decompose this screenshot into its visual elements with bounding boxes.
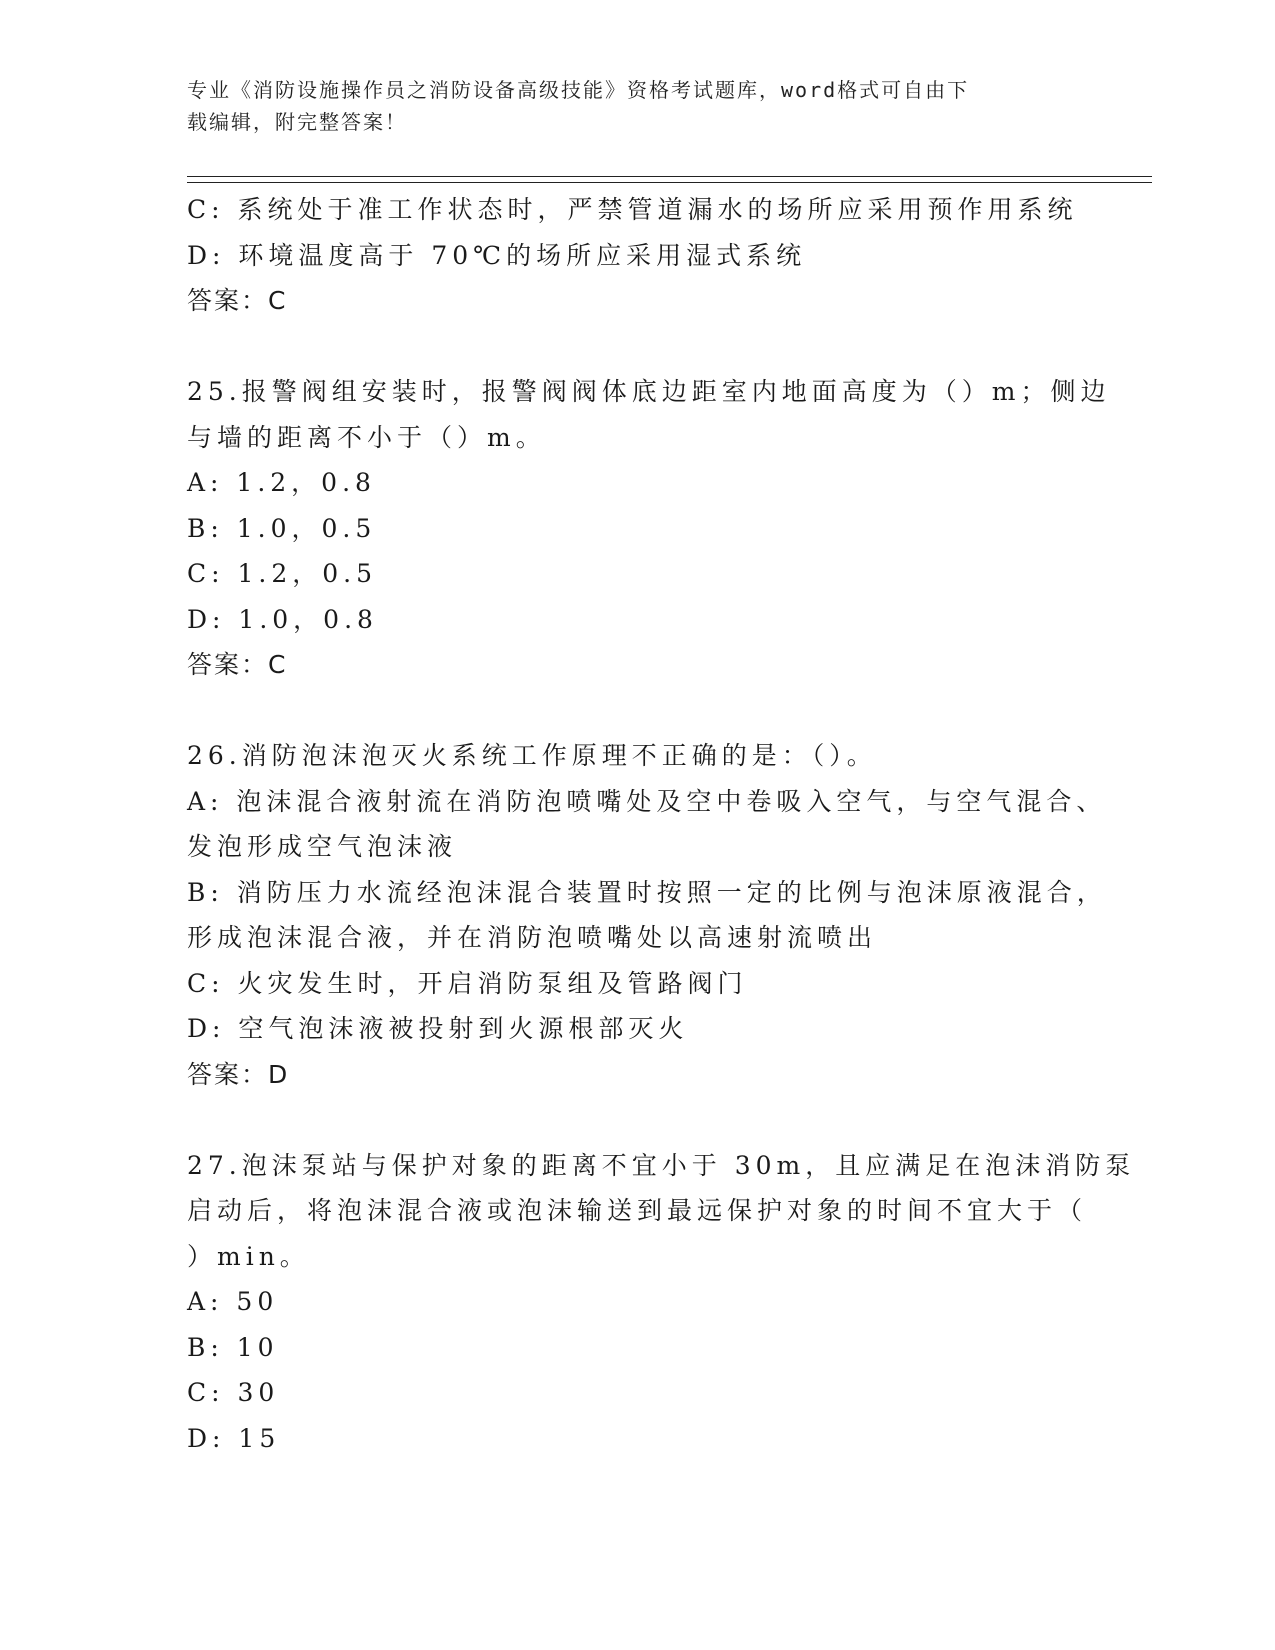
document-header — [187, 74, 1067, 138]
q25-answer: 答案：C — [187, 650, 288, 679]
q24-answer: 答案：C — [187, 286, 288, 315]
spacer — [187, 688, 1087, 734]
question-content — [187, 187, 1136, 1461]
question-25 — [187, 369, 1111, 688]
q26-stem: 26.消防泡沫泡灭火系统工作原理不正确的是：（）。 — [187, 741, 877, 770]
q26-option-d: D: 空气泡沫液被投射到火源根部灭火 — [187, 1014, 689, 1043]
header-line-2: 载编辑，附完整答案！ — [187, 110, 407, 134]
q25-stem-line-1: 25.报警阀组安装时，报警阀阀体底边距室内地面高度为（）m；侧边 — [187, 377, 1111, 406]
q25-option-c: C: 1.2，0.5 — [187, 559, 378, 588]
q27-option-d: D: 15 — [187, 1423, 281, 1453]
header-rule-bottom — [187, 182, 1152, 183]
q26-option-a-line-2: 发泡形成空气泡沫液 — [187, 832, 458, 861]
question-24-tail — [187, 187, 1087, 324]
q26-option-c: C: 火灾发生时，开启消防泵组及管路阀门 — [187, 968, 748, 998]
q26-option-b-line-1: B: 消防压力水流经泡沫混合装置时按照一定的比例与泡沫原液混合， — [187, 877, 1107, 907]
q26-option-a-line-1: A: 泡沫混合液射流在消防泡喷嘴处及空中卷吸入空气，与空气混合、 — [187, 786, 1107, 816]
header-line-1: 专业《消防设施操作员之消防设备高级技能》资格考试题库，word格式可自由下 — [187, 78, 970, 102]
q27-stem-line-2: 启动后，将泡沫混合液或泡沫输送到最远保护对象的时间不宜大于（ — [187, 1196, 1088, 1225]
q27-option-b: B: 10 — [187, 1332, 279, 1362]
question-27 — [187, 1143, 1136, 1462]
q26-option-b-line-2: 形成泡沫混合液，并在消防泡喷嘴处以高速射流喷出 — [187, 923, 878, 952]
q25-stem-line-2: 与墙的距离不小于（）m。 — [187, 422, 546, 452]
q25-option-a: A: 1.2，0.8 — [187, 468, 376, 497]
q25-option-b: B: 1.0，0.5 — [187, 513, 377, 543]
question-26 — [187, 733, 1107, 1097]
q26-answer: 答案：D — [187, 1059, 290, 1089]
spacer — [187, 1097, 1087, 1143]
spacer — [187, 324, 1087, 370]
q27-stem-line-3: ）min。 — [187, 1241, 310, 1271]
q27-option-a: A: 50 — [187, 1287, 279, 1316]
q24-option-d: D: 环境温度高于 70℃的场所应采用湿式系统 — [187, 240, 807, 270]
q25-option-d: D: 1.0，0.8 — [187, 604, 378, 634]
q24-option-c: C: 系统处于准工作状态时，严禁管道漏水的场所应采用预作用系统 — [187, 195, 1078, 224]
q27-stem-line-1: 27.泡沫泵站与保护对象的距离不宜小于 30m，且应满足在泡沫消防泵 — [187, 1150, 1136, 1180]
q27-option-c: C: 30 — [187, 1378, 280, 1407]
header-rule-top — [187, 176, 1152, 177]
